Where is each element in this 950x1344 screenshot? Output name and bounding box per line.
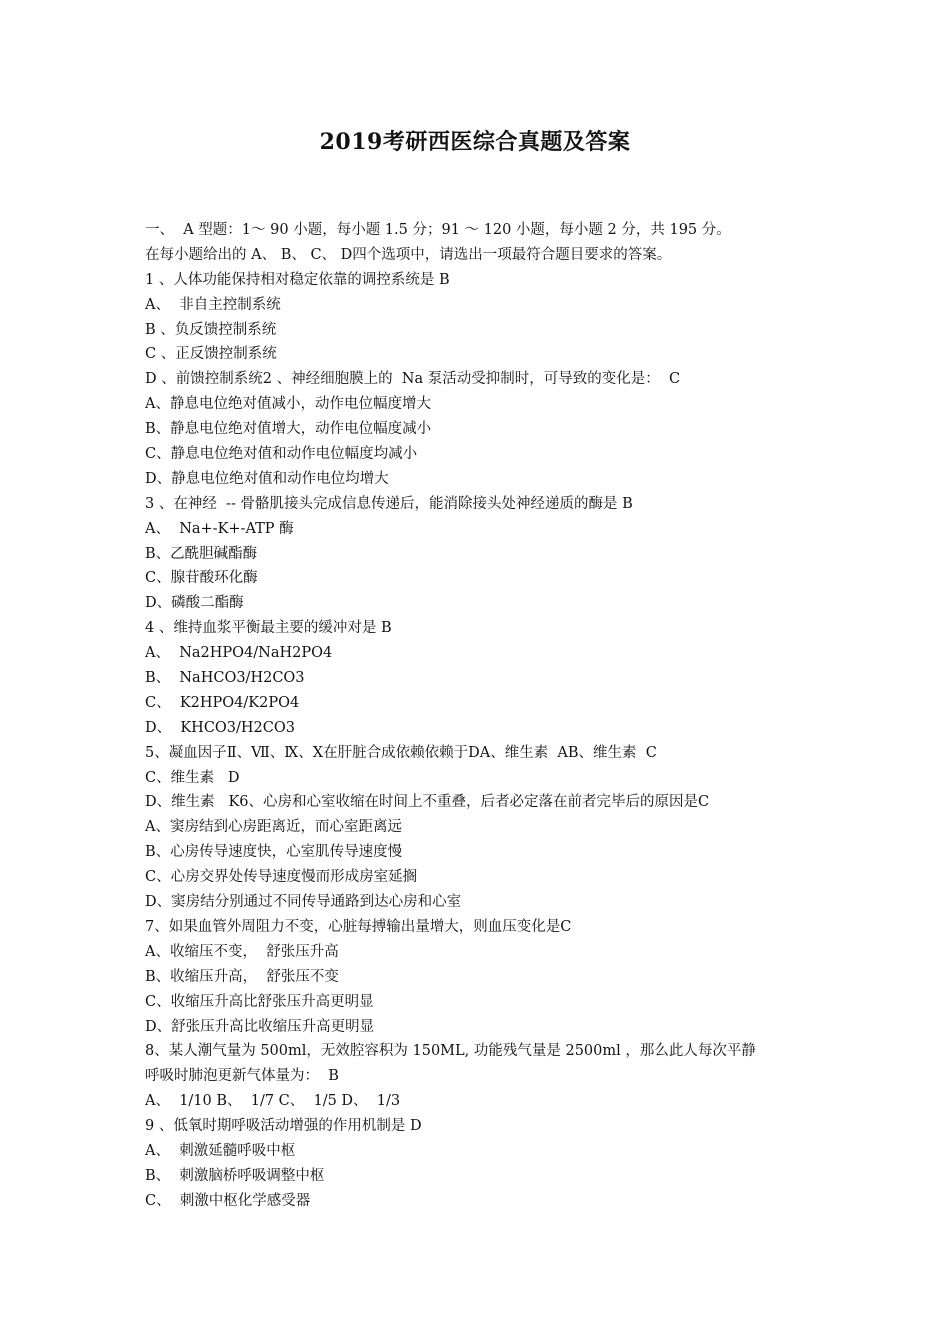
option-line: A、收缩压不变， 舒张压升高 <box>145 943 339 960</box>
option-line: B、 NaHCO3/H2CO3 <box>145 670 305 687</box>
option-line: B、收缩压升高， 舒张压不变 <box>145 968 339 985</box>
option-line: B、 刺激脑桥呼吸调整中枢 <box>145 1167 325 1184</box>
option-line: A、 刺激延髓呼吸中枢 <box>145 1142 296 1159</box>
option-line: A、 Na+-K+-ATP 酶 <box>145 520 294 537</box>
question-2: D 、前馈控制系统2 、神经细胞膜上的 Na 泵活动受抑制时，可导致的变化是： C <box>145 371 681 388</box>
question-6: D、维生素 K6、心房和心室收缩在时间上不重叠，后者必定落在前者完毕后的原因是C <box>145 794 710 811</box>
option-line: A、 1/10 B、 1/7 C、 1/5 D、 1/3 <box>145 1093 401 1110</box>
option-line: A、 非自主控制系统 <box>145 296 281 313</box>
option-line: C、腺苷酸环化酶 <box>145 570 258 587</box>
option-line: D、舒张压升高比收缩压升高更明显 <box>145 1018 375 1035</box>
option-line: D、静息电位绝对值和动作电位均增大 <box>145 470 389 487</box>
option-line: C、维生素 D <box>145 769 240 786</box>
section-intro-line: 在每小题给出的 A、 B、 C、 D四个选项中，请选出一项最符合题目要求的答案。 <box>145 246 672 263</box>
question-5: 5、凝血因子Ⅱ、Ⅶ、Ⅸ、Ⅹ在肝脏合成依赖依赖于DA、维生素 AB、维生素 C <box>145 744 657 761</box>
option-line: C 、正反馈控制系统 <box>145 346 277 363</box>
option-line: B 、负反馈控制系统 <box>145 321 277 338</box>
option-line: C、静息电位绝对值和动作电位幅度均减小 <box>145 446 418 463</box>
option-line: C、收缩压升高比舒张压升高更明显 <box>145 993 374 1010</box>
document-body <box>145 218 825 1214</box>
option-line: D、窦房结分别通过不同传导通路到达心房和心室 <box>145 894 462 911</box>
question-8-continued: 呼吸时肺泡更新气体量为： B <box>145 1068 339 1085</box>
option-line: B、心房传导速度快，心室肌传导速度慢 <box>145 844 403 861</box>
option-line: A、 Na2HPO4/NaH2PO4 <box>145 645 333 662</box>
option-line: B、乙酰胆碱酯酶 <box>145 545 258 562</box>
option-line: A、窦房结到心房距离近，而心室距离远 <box>145 819 402 836</box>
option-line: D、 KHCO3/H2CO3 <box>145 719 295 736</box>
option-line: A、静息电位绝对值减小，动作电位幅度增大 <box>145 396 431 413</box>
question-9: 9 、低氧时期呼吸活动增强的作用机制是 D <box>145 1118 422 1135</box>
question-8: 8、某人潮气量为 500ml，无效腔容积为 150ML, 功能残气量是 2500ml ，那么此人每次平静 <box>145 1043 756 1060</box>
option-line: C、心房交界处传导速度慢而形成房室延搁 <box>145 869 418 886</box>
question-3: 3 、在神经 -- 骨骼肌接头完成信息传递后，能消除接头处神经递质的酶是 B <box>145 495 633 512</box>
option-line: B、静息电位绝对值增大，动作电位幅度减小 <box>145 421 432 438</box>
section-intro-line: 一、 A 型题：1～ 90 小题，每小题 1.5 分；91 ～ 120 小题，每小题 2 分，共 195 分。 <box>145 222 731 238</box>
question-7: 7、如果血管外周阻力不变，心脏每搏输出量增大，则血压变化是C <box>145 918 572 935</box>
question-4: 4 、维持血浆平衡最主要的缓冲对是 B <box>145 620 392 637</box>
option-line: C、 K2HPO4/K2PO4 <box>145 694 300 711</box>
page-title: 2019考研西医综合真题及答案 <box>319 129 631 155</box>
option-line: C、 刺激中枢化学感受器 <box>145 1192 311 1209</box>
option-line: D、磷酸二酯酶 <box>145 595 244 612</box>
question-1: 1 、人体功能保持相对稳定依靠的调控系统是 B <box>145 271 450 288</box>
